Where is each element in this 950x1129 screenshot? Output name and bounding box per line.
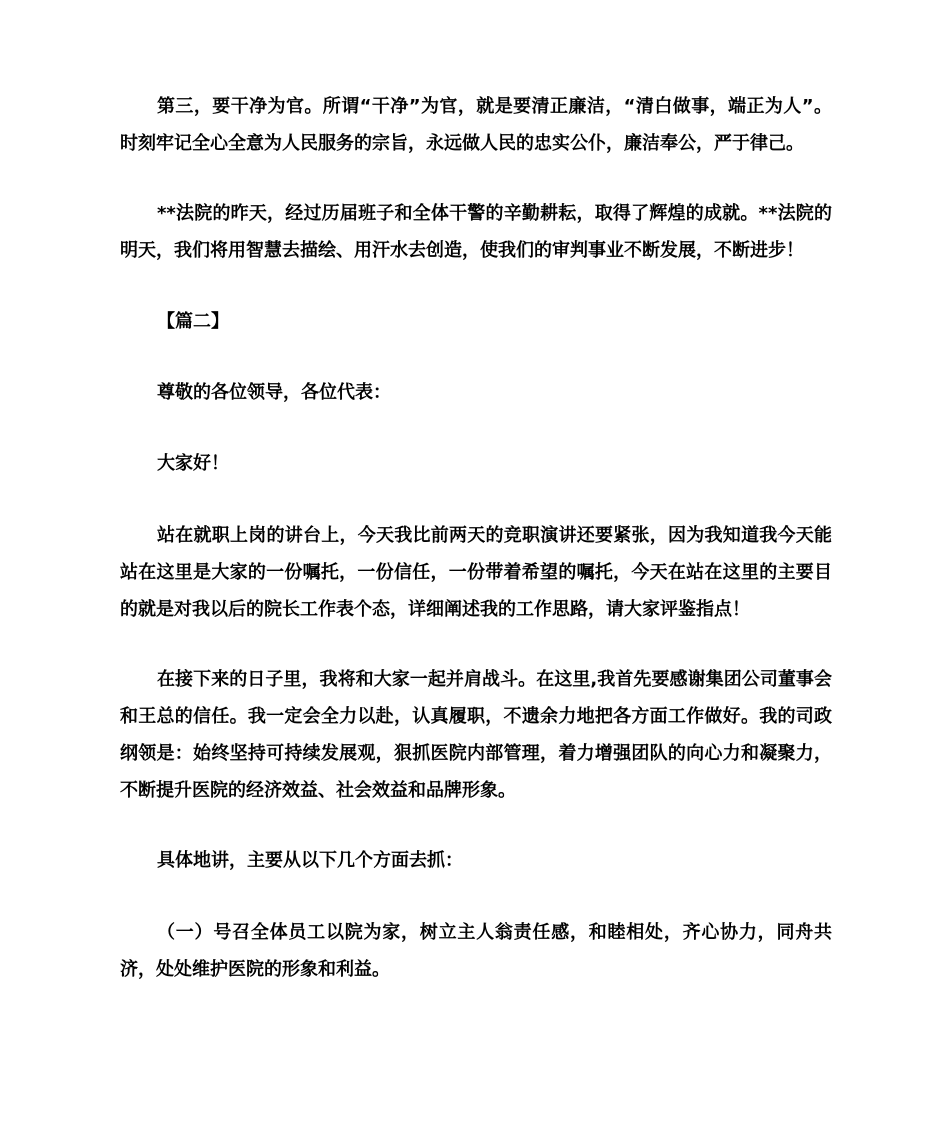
paragraph-integrity: 第三，要干净为官。所谓“干净”为官，就是要清正廉洁，“清白做事，端正为人”。时刻牢记全心全意为人民服务的宗旨，永远做人民的忠实公仆，廉洁奉公，严于律己。 xyxy=(120,96,832,154)
paragraph-greeting: 大家好！ xyxy=(157,453,229,474)
paragraph-inauguration: 站在就职上岗的讲台上，今天我比前两天的竞职演讲还要紧张，因为我知道我今天能站在这里是大家的一份嘱托，一份信任，一份带着希望的嘱托，今天在站在这里的主要目的就是对我以后的院长工作表个态，详细阐述我的工作思路，请大家评鉴指点！ xyxy=(120,525,832,620)
section-heading-part-two: 【篇二】 xyxy=(157,311,229,332)
paragraph-court-future: **法院的昨天，经过历届班子和全体干警的辛勤耕耘，取得了辉煌的成就。**法院的明天，我们将用智慧去描绘、用汗水去创造，使我们的审判事业不断发展，不断进步！ xyxy=(120,203,832,261)
paragraph-point-one: （一）号召全体员工以院为家，树立主人翁责任感，和睦相处，齐心协力，同舟共济，处处维护医院的形象和利益。 xyxy=(120,922,832,980)
paragraph-aspects-intro: 具体地讲，主要从以下几个方面去抓： xyxy=(157,850,463,871)
paragraph-program: 在接下来的日子里，我将和大家一起并肩战斗。在这里,我首先要感谢集团公司董事会和王总的信任。我一定会全力以赴，认真履职，不遗余力地把各方面工作做好。我的司政纲领是：始终坚持可持续发展观，狠抓医院内部管理，着力增强团队的向心力和凝聚力，不断提升医院的经济效益、社会效益和品牌形象。 xyxy=(120,669,832,801)
paragraph-salutation: 尊敬的各位领导，各位代表： xyxy=(157,382,391,403)
